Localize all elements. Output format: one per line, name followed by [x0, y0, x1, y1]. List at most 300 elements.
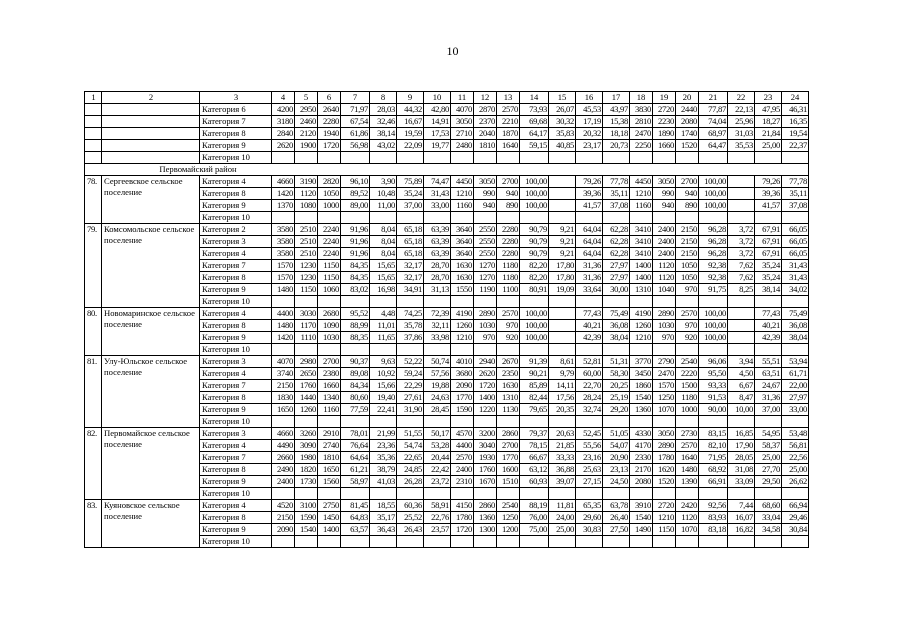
- value-cell: 31,36: [576, 260, 603, 272]
- settlement-number: 83.: [85, 500, 102, 548]
- value-cell: 67,54: [341, 116, 370, 128]
- value-cell: [474, 488, 497, 500]
- value-cell: [728, 152, 755, 164]
- value-cell: 100,00: [520, 308, 549, 320]
- value-cell: 72,39: [424, 308, 451, 320]
- value-cell: 84,35: [341, 260, 370, 272]
- value-cell: 22,41: [370, 404, 397, 416]
- value-cell: [397, 344, 424, 356]
- value-cell: [653, 488, 676, 500]
- value-cell: 63,51: [755, 368, 782, 380]
- value-cell: 2330: [630, 452, 653, 464]
- value-cell: 1810: [474, 140, 497, 152]
- value-cell: 37,86: [397, 332, 424, 344]
- value-cell: [676, 212, 699, 224]
- value-cell: 4070: [272, 356, 295, 368]
- value-cell: 26,28: [397, 476, 424, 488]
- value-cell: 4070: [451, 104, 474, 116]
- value-cell: 88,19: [520, 500, 549, 512]
- value-cell: 63,12: [520, 464, 549, 476]
- value-cell: 1420: [272, 188, 295, 200]
- value-cell: 2400: [272, 476, 295, 488]
- value-cell: 4150: [451, 500, 474, 512]
- category-cell: Категория 9: [200, 140, 272, 152]
- value-cell: 1100: [497, 284, 520, 296]
- value-cell: 100,00: [699, 308, 728, 320]
- value-cell: 63,39: [424, 224, 451, 236]
- value-cell: 3580: [272, 248, 295, 260]
- value-cell: 1300: [474, 524, 497, 536]
- value-cell: 35,24: [397, 188, 424, 200]
- category-cell: Категория 10: [200, 344, 272, 356]
- value-cell: 19,77: [424, 140, 451, 152]
- value-cell: 2700: [497, 440, 520, 452]
- value-cell: [318, 296, 341, 308]
- value-cell: 22,29: [397, 380, 424, 392]
- value-cell: 31,08: [728, 464, 755, 476]
- value-cell: 41,57: [755, 200, 782, 212]
- value-cell: 1120: [676, 512, 699, 524]
- value-cell: [549, 152, 576, 164]
- value-cell: [520, 296, 549, 308]
- value-cell: 52,45: [576, 428, 603, 440]
- value-cell: 41,03: [370, 476, 397, 488]
- settlement-number: 80.: [85, 308, 102, 356]
- value-cell: [653, 212, 676, 224]
- value-cell: 2150: [676, 224, 699, 236]
- settlement-name: Сергеевское сельское поселение: [102, 176, 200, 224]
- value-cell: 1760: [474, 464, 497, 476]
- value-cell: 64,83: [341, 512, 370, 524]
- value-cell: 1160: [630, 200, 653, 212]
- value-cell: 1080: [295, 200, 318, 212]
- value-cell: 35,24: [755, 260, 782, 272]
- value-cell: 1930: [474, 452, 497, 464]
- value-cell: [782, 488, 809, 500]
- value-cell: [341, 488, 370, 500]
- value-cell: [782, 344, 809, 356]
- value-cell: [728, 488, 755, 500]
- value-cell: 2890: [474, 308, 497, 320]
- value-cell: 970: [474, 332, 497, 344]
- value-cell: [728, 188, 755, 200]
- value-cell: 2150: [272, 380, 295, 392]
- column-header: 1: [85, 92, 102, 104]
- value-cell: 2810: [630, 116, 653, 128]
- value-cell: 1310: [497, 392, 520, 404]
- value-cell: [728, 416, 755, 428]
- value-cell: 7,62: [728, 260, 755, 272]
- value-cell: 2550: [474, 248, 497, 260]
- value-cell: 51,05: [603, 428, 630, 440]
- value-cell: [728, 296, 755, 308]
- column-header: 8: [370, 92, 397, 104]
- value-cell: 2540: [676, 356, 699, 368]
- value-cell: 1780: [451, 512, 474, 524]
- value-cell: 1630: [451, 272, 474, 284]
- value-cell: [474, 536, 497, 548]
- value-cell: [576, 488, 603, 500]
- settlement-name: Новомаринское сельское поселение: [102, 308, 200, 356]
- value-cell: [676, 152, 699, 164]
- value-cell: [728, 308, 755, 320]
- value-cell: 2420: [676, 500, 699, 512]
- value-cell: 23,57: [424, 524, 451, 536]
- value-cell: 1270: [474, 272, 497, 284]
- value-cell: 30,00: [603, 284, 630, 296]
- value-cell: [576, 416, 603, 428]
- value-cell: 37,08: [782, 200, 809, 212]
- value-cell: 27,97: [603, 260, 630, 272]
- value-cell: 1940: [318, 128, 341, 140]
- value-cell: 22,09: [397, 140, 424, 152]
- value-cell: 22,65: [397, 452, 424, 464]
- value-cell: [318, 344, 341, 356]
- value-cell: 1180: [497, 260, 520, 272]
- value-cell: 96,28: [699, 248, 728, 260]
- value-cell: 38,04: [603, 332, 630, 344]
- value-cell: 1420: [272, 332, 295, 344]
- value-cell: [497, 416, 520, 428]
- value-cell: 9,21: [549, 248, 576, 260]
- value-cell: [370, 536, 397, 548]
- value-cell: 1050: [676, 272, 699, 284]
- value-cell: 1900: [295, 140, 318, 152]
- value-cell: 3180: [272, 116, 295, 128]
- value-cell: 32,17: [397, 260, 424, 272]
- settlement-name: [102, 104, 200, 116]
- settlement-name: Первомайское сельское поселение: [102, 428, 200, 500]
- value-cell: 84,34: [341, 380, 370, 392]
- value-cell: 2170: [630, 464, 653, 476]
- category-cell: Категория 3: [200, 356, 272, 368]
- value-cell: [397, 152, 424, 164]
- value-cell: 95,52: [341, 308, 370, 320]
- value-cell: 1400: [318, 524, 341, 536]
- value-cell: 2150: [676, 248, 699, 260]
- category-cell: Категория 9: [200, 284, 272, 296]
- value-cell: 4660: [272, 176, 295, 188]
- value-cell: 2510: [295, 248, 318, 260]
- category-cell: Категория 3: [200, 236, 272, 248]
- value-cell: 1670: [474, 476, 497, 488]
- value-cell: 64,04: [576, 236, 603, 248]
- value-cell: [272, 212, 295, 224]
- value-cell: [549, 308, 576, 320]
- column-header: 19: [653, 92, 676, 104]
- value-cell: 25,63: [576, 464, 603, 476]
- value-cell: 2400: [451, 464, 474, 476]
- value-cell: [576, 344, 603, 356]
- value-cell: 3450: [630, 368, 653, 380]
- value-cell: 1540: [630, 512, 653, 524]
- value-cell: 59,15: [520, 140, 549, 152]
- value-cell: 890: [497, 200, 520, 212]
- value-cell: 1120: [653, 272, 676, 284]
- value-cell: 41,57: [576, 200, 603, 212]
- value-cell: [318, 416, 341, 428]
- value-cell: 65,18: [397, 248, 424, 260]
- value-cell: [370, 344, 397, 356]
- value-cell: [295, 416, 318, 428]
- value-cell: [782, 536, 809, 548]
- column-header: 4: [272, 92, 295, 104]
- value-cell: 28,03: [370, 104, 397, 116]
- value-cell: 65,35: [576, 500, 603, 512]
- value-cell: 92,56: [699, 500, 728, 512]
- value-cell: 1870: [497, 128, 520, 140]
- value-cell: [755, 536, 782, 548]
- value-cell: 1150: [295, 284, 318, 296]
- value-cell: 91,96: [341, 224, 370, 236]
- value-cell: 1770: [451, 392, 474, 404]
- value-cell: 21,99: [370, 428, 397, 440]
- value-cell: 55,56: [576, 440, 603, 452]
- value-cell: [341, 344, 370, 356]
- settlement-number: [85, 128, 102, 140]
- value-cell: [295, 296, 318, 308]
- value-cell: 82,20: [520, 260, 549, 272]
- value-cell: [424, 212, 451, 224]
- value-cell: 1250: [497, 512, 520, 524]
- value-cell: 920: [497, 332, 520, 344]
- value-cell: 1170: [295, 320, 318, 332]
- value-cell: [782, 296, 809, 308]
- value-cell: 2370: [474, 116, 497, 128]
- value-cell: 33,09: [728, 476, 755, 488]
- value-cell: 47,95: [755, 104, 782, 116]
- value-cell: 1160: [451, 200, 474, 212]
- value-cell: 30,83: [576, 524, 603, 536]
- value-cell: [318, 536, 341, 548]
- value-cell: [676, 296, 699, 308]
- value-cell: [295, 536, 318, 548]
- table-row: [85, 104, 809, 116]
- value-cell: 4330: [630, 428, 653, 440]
- value-cell: [676, 344, 699, 356]
- value-cell: 25,00: [549, 524, 576, 536]
- value-cell: [728, 344, 755, 356]
- value-cell: 28,45: [424, 404, 451, 416]
- value-cell: 38,14: [755, 284, 782, 296]
- value-cell: [782, 212, 809, 224]
- category-cell: Категория 2: [200, 224, 272, 236]
- column-header: 18: [630, 92, 653, 104]
- value-cell: 8,04: [370, 248, 397, 260]
- value-cell: 1980: [295, 452, 318, 464]
- value-cell: 31,03: [728, 128, 755, 140]
- value-cell: 100,00: [520, 332, 549, 344]
- value-cell: 23,72: [424, 476, 451, 488]
- value-cell: [755, 152, 782, 164]
- column-header: 20: [676, 92, 699, 104]
- value-cell: 61,71: [782, 368, 809, 380]
- value-cell: 63,78: [603, 500, 630, 512]
- value-cell: 4490: [272, 440, 295, 452]
- value-cell: 25,52: [397, 512, 424, 524]
- value-cell: 1150: [318, 260, 341, 272]
- value-cell: 100,00: [699, 188, 728, 200]
- value-cell: [549, 416, 576, 428]
- value-cell: [699, 296, 728, 308]
- value-cell: [603, 344, 630, 356]
- district-fill: [295, 164, 809, 176]
- value-cell: 1630: [451, 260, 474, 272]
- value-cell: 63,57: [341, 524, 370, 536]
- value-cell: 75,89: [397, 176, 424, 188]
- value-cell: 91,75: [699, 284, 728, 296]
- table-row: [85, 140, 809, 152]
- value-cell: [755, 212, 782, 224]
- value-cell: [497, 212, 520, 224]
- value-cell: [424, 344, 451, 356]
- value-cell: 2090: [451, 380, 474, 392]
- value-cell: [549, 200, 576, 212]
- value-cell: 2730: [676, 428, 699, 440]
- value-cell: [630, 212, 653, 224]
- value-cell: 2950: [295, 104, 318, 116]
- value-cell: 40,85: [549, 140, 576, 152]
- value-cell: [653, 344, 676, 356]
- value-cell: [272, 416, 295, 428]
- value-cell: 19,59: [397, 128, 424, 140]
- value-cell: [451, 296, 474, 308]
- value-cell: [653, 152, 676, 164]
- value-cell: 82,20: [520, 272, 549, 284]
- value-cell: 25,96: [728, 116, 755, 128]
- value-cell: 1210: [451, 332, 474, 344]
- value-cell: 36,43: [370, 524, 397, 536]
- value-cell: 23,16: [576, 452, 603, 464]
- value-cell: 2460: [295, 116, 318, 128]
- value-cell: 38,04: [782, 332, 809, 344]
- value-cell: 2660: [272, 452, 295, 464]
- value-cell: 2240: [318, 224, 341, 236]
- value-cell: [341, 152, 370, 164]
- value-cell: [699, 152, 728, 164]
- value-cell: 61,21: [341, 464, 370, 476]
- value-cell: [520, 212, 549, 224]
- value-cell: 29,46: [782, 512, 809, 524]
- value-cell: [755, 488, 782, 500]
- value-cell: 1720: [474, 380, 497, 392]
- value-cell: 940: [497, 188, 520, 200]
- value-cell: 9,79: [549, 368, 576, 380]
- category-cell: Категория 8: [200, 392, 272, 404]
- value-cell: 17,56: [549, 392, 576, 404]
- value-cell: 4570: [451, 428, 474, 440]
- value-cell: 33,00: [424, 200, 451, 212]
- value-cell: 3040: [474, 440, 497, 452]
- value-cell: [782, 152, 809, 164]
- value-cell: [549, 488, 576, 500]
- value-cell: 17,90: [728, 440, 755, 452]
- value-cell: 3050: [653, 176, 676, 188]
- value-cell: [755, 344, 782, 356]
- value-cell: 11,00: [370, 200, 397, 212]
- value-cell: 15,65: [370, 260, 397, 272]
- value-cell: [728, 200, 755, 212]
- value-cell: 3640: [451, 224, 474, 236]
- value-cell: 940: [474, 200, 497, 212]
- value-cell: 96,06: [699, 356, 728, 368]
- value-cell: 3,90: [370, 176, 397, 188]
- value-cell: 2860: [497, 428, 520, 440]
- value-cell: 2740: [318, 440, 341, 452]
- value-cell: 22,42: [424, 464, 451, 476]
- value-cell: 37,08: [603, 200, 630, 212]
- value-cell: 3410: [630, 224, 653, 236]
- value-cell: [497, 344, 520, 356]
- value-cell: 1360: [474, 512, 497, 524]
- value-cell: [318, 212, 341, 224]
- value-cell: 1400: [630, 260, 653, 272]
- value-cell: [549, 176, 576, 188]
- value-cell: [397, 212, 424, 224]
- value-cell: 25,00: [782, 464, 809, 476]
- value-cell: 51,31: [603, 356, 630, 368]
- value-cell: 58,97: [341, 476, 370, 488]
- value-cell: 91,53: [699, 392, 728, 404]
- value-cell: 1600: [497, 464, 520, 476]
- value-cell: 1260: [630, 320, 653, 332]
- value-cell: 1400: [474, 392, 497, 404]
- value-cell: 2230: [653, 116, 676, 128]
- value-cell: 31,43: [782, 272, 809, 284]
- value-cell: [451, 212, 474, 224]
- value-cell: 1480: [676, 464, 699, 476]
- category-cell: Категория 8: [200, 512, 272, 524]
- value-cell: 63,39: [424, 248, 451, 260]
- value-cell: 27,50: [603, 524, 630, 536]
- value-cell: [549, 344, 576, 356]
- settlement-name: Комсомольское сельское поселение: [102, 224, 200, 308]
- value-cell: 58,30: [603, 368, 630, 380]
- value-cell: 1150: [653, 524, 676, 536]
- value-cell: 16,07: [728, 512, 755, 524]
- value-cell: 1780: [653, 452, 676, 464]
- value-cell: [549, 212, 576, 224]
- value-cell: 77,43: [576, 308, 603, 320]
- value-cell: 1210: [630, 332, 653, 344]
- value-cell: 20,63: [549, 428, 576, 440]
- value-cell: 3200: [474, 428, 497, 440]
- value-cell: 4,50: [728, 368, 755, 380]
- value-cell: 21,84: [755, 128, 782, 140]
- value-cell: 100,00: [699, 332, 728, 344]
- value-cell: 53,28: [424, 440, 451, 452]
- value-cell: 2350: [497, 368, 520, 380]
- value-cell: 96,10: [341, 176, 370, 188]
- value-cell: 42,80: [424, 104, 451, 116]
- column-header: 23: [755, 92, 782, 104]
- value-cell: 18,55: [370, 500, 397, 512]
- value-cell: 4400: [272, 308, 295, 320]
- value-cell: 2490: [272, 464, 295, 476]
- value-cell: 25,00: [755, 140, 782, 152]
- value-cell: 970: [497, 320, 520, 332]
- value-cell: 40,21: [755, 320, 782, 332]
- value-cell: 79,65: [520, 404, 549, 416]
- value-cell: 4,48: [370, 308, 397, 320]
- category-cell: Категория 7: [200, 260, 272, 272]
- category-cell: Категория 9: [200, 200, 272, 212]
- value-cell: 32,11: [424, 320, 451, 332]
- value-cell: 59,24: [397, 368, 424, 380]
- value-cell: 2570: [451, 452, 474, 464]
- value-cell: 36,08: [782, 320, 809, 332]
- value-cell: 20,35: [549, 404, 576, 416]
